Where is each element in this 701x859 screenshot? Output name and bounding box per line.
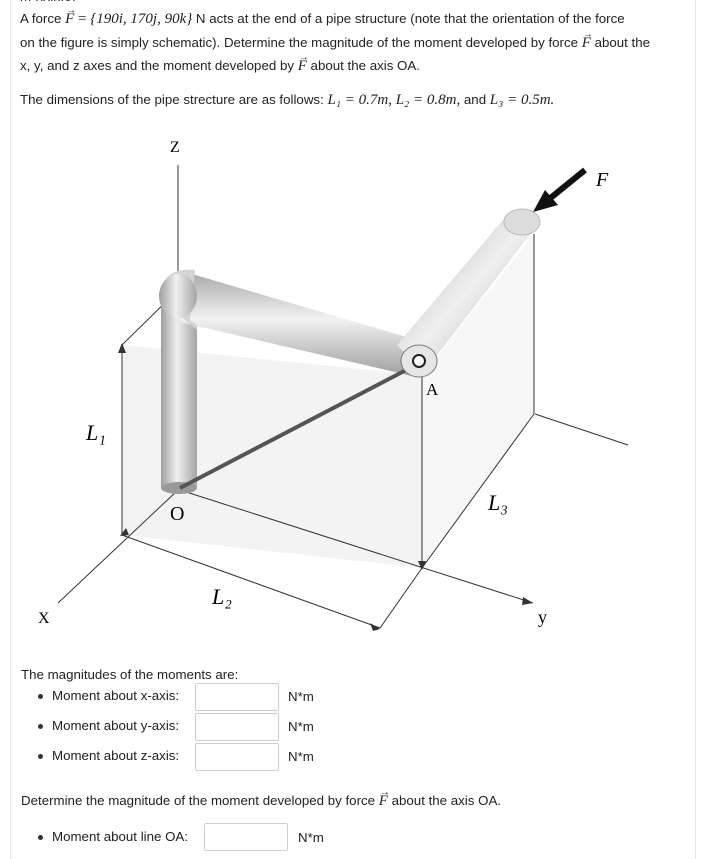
moment-z-input[interactable]	[195, 743, 279, 771]
moment-z-unit: N*m	[288, 749, 314, 764]
label-O: O	[170, 503, 185, 525]
moments-intro: The magnitudes of the moments are:	[21, 667, 239, 682]
dim-L2: L₂ = 0.8m,	[395, 92, 461, 108]
label-F: F	[596, 169, 609, 191]
label-z: Z	[170, 139, 180, 156]
problem-line-3: x, y, and z axes and the moment developed by → F about the axis OA.	[20, 54, 420, 78]
label-x: X	[38, 610, 50, 627]
dim-L3: L₃ = 0.5m.	[489, 92, 555, 108]
label-L1: L₁	[86, 420, 106, 445]
force-vector: {190i, 170j, 90k}	[90, 11, 193, 27]
oa-question: Determine the magnitude of the moment developed by force → F about the axis OA.	[21, 789, 501, 813]
problem-line-2: on the figure is simply schematic). Determine the magnitude of the moment developed by force → F about the	[20, 31, 650, 55]
force-arrow	[548, 170, 585, 200]
moment-oa-unit: N*m	[298, 830, 324, 845]
moment-y-item: Moment about y-axis:	[52, 718, 179, 733]
force-symbol: → F	[65, 8, 74, 31]
moment-y-input[interactable]	[195, 713, 279, 741]
moment-x-item: Moment about x-axis:	[52, 688, 179, 703]
problem-line-1: A force → F = {190i, 170j, 90k} N acts at the end of a pipe structure (note that the orientation of the force	[20, 7, 625, 31]
moment-y-unit: N*m	[288, 719, 314, 734]
dim-L1: L₁ = 0.7m,	[327, 92, 392, 108]
vertical-pipe	[161, 298, 197, 488]
label-L3: L₃	[488, 490, 508, 515]
moment-x-unit: N*m	[288, 689, 314, 704]
label-L2: L₂	[212, 584, 232, 609]
moment-z-item: Moment about z-axis:	[52, 748, 179, 763]
moment-oa-item: Moment about line OA:	[52, 829, 188, 844]
label-A: A	[426, 380, 439, 399]
dimensions-text: The dimensions of the pipe strecture are as follows: L₁ = 0.7m, L₂ = 0.8m, and L₃ = 0.5m.	[20, 92, 555, 108]
label-y: y	[538, 607, 547, 627]
moment-oa-input[interactable]	[204, 823, 288, 851]
moment-x-input[interactable]	[195, 683, 279, 711]
